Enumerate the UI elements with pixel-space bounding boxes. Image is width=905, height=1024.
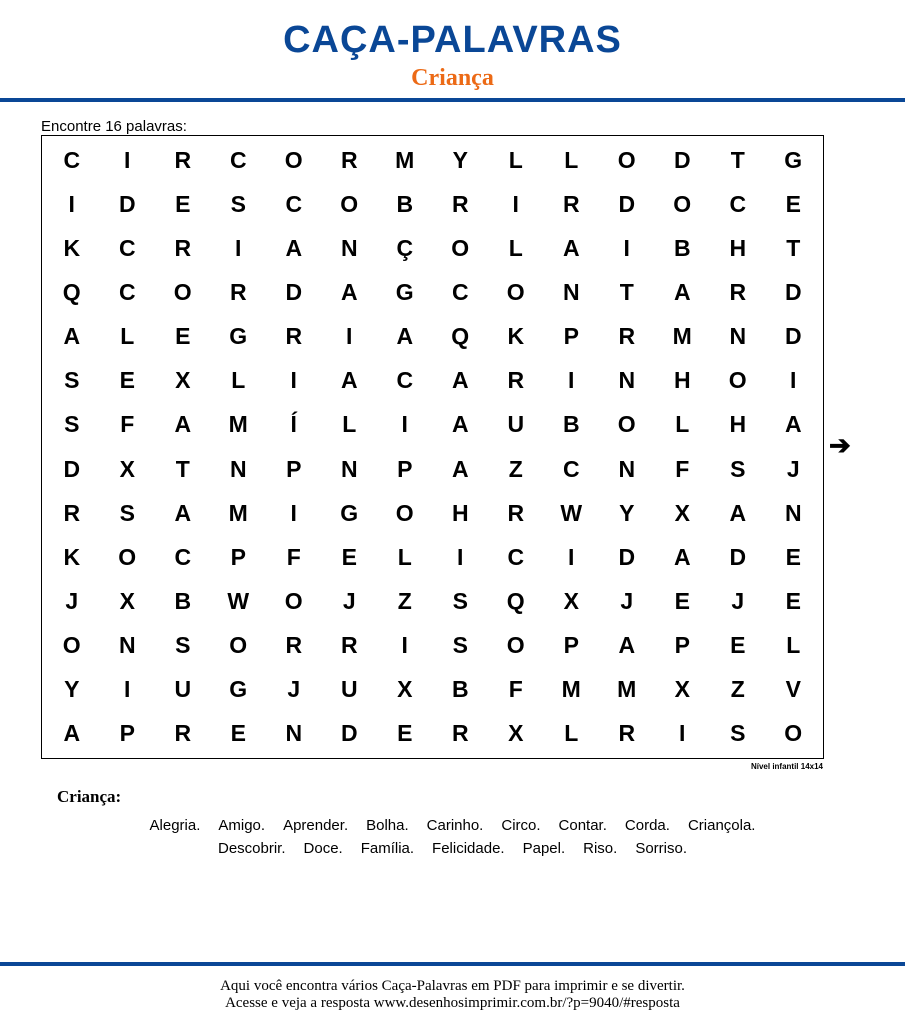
grid-cell[interactable]: P — [119, 720, 135, 747]
word-list-item: Descobrir. — [217, 840, 286, 857]
grid-cell[interactable]: A — [784, 411, 802, 438]
grid-cell[interactable]: J — [786, 455, 800, 482]
word-list-item: Carinho. — [426, 817, 484, 834]
grid-cell[interactable]: R — [507, 499, 525, 526]
word-list-item: Família. — [360, 840, 415, 857]
grid-cell[interactable]: Z — [397, 587, 412, 614]
grid-cell[interactable]: W — [560, 499, 583, 526]
grid-cell[interactable]: J — [287, 676, 301, 703]
grid-cell[interactable]: T — [175, 455, 190, 482]
grid-cell[interactable]: O — [284, 587, 303, 614]
word-list-item: Criançola. — [687, 817, 756, 834]
grid-cell[interactable]: U — [507, 411, 525, 438]
grid-cell[interactable]: S — [119, 499, 135, 526]
grid-cell[interactable]: J — [620, 587, 634, 614]
word-list-item: Riso. — [583, 840, 618, 857]
grid-cell[interactable]: S — [64, 411, 80, 438]
grid-cell[interactable]: R — [63, 499, 81, 526]
grid-cell[interactable]: H — [451, 499, 469, 526]
grid-cell[interactable]: E — [674, 587, 690, 614]
grid-cell[interactable]: X — [674, 676, 690, 703]
grid-cell[interactable]: U — [340, 676, 358, 703]
grid-cell[interactable]: E — [730, 632, 746, 659]
grid-cell[interactable]: F — [120, 411, 135, 438]
grid-cell[interactable]: N — [229, 455, 247, 482]
grid-cell[interactable]: B — [673, 234, 691, 261]
grid-cell[interactable]: I — [790, 367, 797, 394]
grid-cell[interactable]: I — [568, 367, 575, 394]
grid-cell[interactable]: Í — [290, 411, 297, 438]
grid-cell[interactable]: N — [618, 367, 636, 394]
grid-cell[interactable]: S — [452, 587, 468, 614]
grid-cell[interactable]: C — [507, 543, 525, 570]
grid-cell[interactable]: I — [68, 190, 75, 217]
grid-cell[interactable]: O — [173, 278, 192, 305]
grid-cell[interactable]: X — [397, 676, 413, 703]
grid-cell[interactable]: A — [451, 367, 469, 394]
grid-cell[interactable]: A — [340, 278, 358, 305]
word-list-item: Corda. — [624, 817, 670, 834]
grid-cell[interactable]: L — [564, 146, 579, 173]
arrow-right-icon[interactable]: ➔ — [829, 430, 851, 460]
grid-cell[interactable]: T — [730, 146, 745, 173]
grid-cell[interactable]: E — [397, 720, 413, 747]
grid-cell[interactable]: M — [617, 676, 637, 703]
grid-cell[interactable]: R — [285, 632, 303, 659]
grid-cell[interactable]: D — [285, 278, 303, 305]
grid-cell[interactable]: I — [124, 676, 131, 703]
grid-cell[interactable]: E — [175, 190, 191, 217]
grid-cell[interactable]: Z — [730, 676, 745, 703]
grid-cell[interactable]: X — [119, 455, 135, 482]
grid-cell[interactable]: M — [672, 323, 692, 350]
grid-cell[interactable]: M — [395, 146, 415, 173]
grid-cell[interactable]: C — [729, 190, 747, 217]
word-list-item: Papel. — [522, 840, 566, 857]
grid-cell[interactable]: R — [618, 720, 636, 747]
grid-cell[interactable]: F — [675, 455, 690, 482]
grid-cell[interactable]: P — [563, 323, 579, 350]
grid-cell[interactable]: Z — [508, 455, 523, 482]
grid-cell[interactable]: G — [229, 323, 248, 350]
grid-cell[interactable]: C — [451, 278, 469, 305]
grid-cell[interactable]: A — [340, 367, 358, 394]
word-list-item: Doce. — [303, 840, 343, 857]
grid-cell[interactable]: A — [673, 278, 691, 305]
word-list-title: Criança: — [57, 787, 122, 806]
grid-cell[interactable]: O — [728, 367, 747, 394]
grid-cell[interactable]: P — [674, 632, 690, 659]
grid-cell[interactable]: C — [229, 146, 247, 173]
grid-cell[interactable]: M — [228, 499, 248, 526]
grid-cell[interactable]: D — [673, 146, 691, 173]
grid-cell[interactable]: A — [174, 499, 192, 526]
word-list-item: Alegria. — [149, 817, 201, 834]
grid-cell[interactable]: L — [508, 234, 523, 261]
grid-cell[interactable]: S — [64, 367, 80, 394]
grid-cell[interactable]: C — [63, 146, 81, 173]
grid-cell[interactable]: N — [729, 323, 747, 350]
bottom-divider — [0, 962, 905, 966]
instruction-text: Encontre 16 palavras: — [41, 118, 187, 135]
grid-cell[interactable]: X — [508, 720, 524, 747]
grid-cell[interactable]: E — [175, 323, 191, 350]
grid-cell[interactable]: R — [451, 190, 469, 217]
grid-cell[interactable]: R — [174, 146, 192, 173]
top-divider — [0, 98, 905, 102]
grid-cell[interactable]: O — [451, 234, 470, 261]
grid-cell[interactable]: I — [679, 720, 686, 747]
grid-cell[interactable]: X — [563, 587, 579, 614]
grid-cell[interactable]: E — [119, 367, 135, 394]
word-list-item: Circo. — [501, 817, 541, 834]
word-list-row-2 — [10, 840, 895, 858]
grid-cell[interactable]: O — [62, 632, 81, 659]
grid-cell[interactable]: A — [451, 411, 469, 438]
word-list-item: Bolha. — [366, 817, 409, 834]
footer-line-2[interactable]: Acesse e veja a resposta www.desenhosimprimir.com.br/?p=9040/#resposta — [225, 995, 680, 1011]
grid-cell[interactable]: L — [786, 632, 801, 659]
word-list-item: Felicidade. — [432, 840, 505, 857]
grid-cell[interactable]: Y — [452, 146, 468, 173]
grid-cell[interactable]: I — [568, 543, 575, 570]
grid-cell[interactable]: Q — [451, 323, 470, 350]
grid-cell[interactable]: T — [619, 278, 634, 305]
page-subtitle: Criança — [411, 65, 494, 91]
word-list-row-1 — [10, 817, 895, 835]
grid-cell[interactable]: E — [785, 587, 801, 614]
grid-cell[interactable]: I — [401, 411, 408, 438]
grid-cell[interactable]: K — [507, 323, 525, 350]
grid-cell[interactable]: D — [784, 278, 802, 305]
grid-cell[interactable]: L — [231, 367, 246, 394]
grid-cell[interactable]: O — [617, 411, 636, 438]
grid-cell[interactable]: K — [63, 543, 81, 570]
grid-cell[interactable]: H — [729, 411, 747, 438]
grid-cell[interactable]: O — [284, 146, 303, 173]
grid-cell[interactable]: A — [673, 543, 691, 570]
grid-cell[interactable]: R — [174, 234, 192, 261]
grid-cell[interactable]: I — [401, 632, 408, 659]
page-title: CAÇA-PALAVRAS — [283, 19, 622, 61]
grid-cell[interactable]: B — [174, 587, 192, 614]
grid-cell[interactable]: D — [729, 543, 747, 570]
grid-cell[interactable]: O — [506, 632, 525, 659]
grid-cell[interactable]: G — [395, 278, 414, 305]
grid-cell[interactable]: I — [290, 367, 297, 394]
grid-cell[interactable]: C — [396, 367, 414, 394]
grid-cell[interactable]: A — [174, 411, 192, 438]
grid-cell[interactable]: K — [63, 234, 81, 261]
grid-cell[interactable]: N — [285, 720, 303, 747]
grid-cell[interactable]: L — [397, 543, 412, 570]
grid-cell[interactable]: P — [563, 632, 579, 659]
grid-cell[interactable]: D — [63, 455, 81, 482]
grid-cell[interactable]: D — [340, 720, 358, 747]
grid-cell[interactable]: I — [512, 190, 519, 217]
grid-cell[interactable]: C — [118, 234, 136, 261]
grid-cell[interactable]: H — [673, 367, 691, 394]
grid-cell[interactable]: B — [562, 411, 580, 438]
grid-cell[interactable]: Q — [506, 587, 525, 614]
grid-cell[interactable]: R — [285, 323, 303, 350]
grid-cell[interactable]: H — [729, 234, 747, 261]
grid-cell[interactable]: L — [342, 411, 357, 438]
grid-cell[interactable]: O — [229, 632, 248, 659]
grid-cell[interactable]: M — [561, 676, 581, 703]
grid-cell[interactable]: X — [119, 587, 135, 614]
word-list-item: Sorriso. — [635, 840, 688, 857]
grid-cell[interactable]: E — [230, 720, 246, 747]
grid-cell[interactable]: R — [618, 323, 636, 350]
grid-cell[interactable]: Q — [62, 278, 81, 305]
grid-cell[interactable]: I — [290, 499, 297, 526]
footer-line-1: Aqui você encontra vários Caça-Palavras em PDF para imprimir e se divertir. — [220, 978, 685, 994]
grid-cell[interactable]: D — [784, 323, 802, 350]
grid-cell[interactable]: A — [451, 455, 469, 482]
grid-cell[interactable]: S — [230, 190, 246, 217]
grid-cell[interactable]: B — [451, 676, 469, 703]
grid-cell[interactable]: I — [457, 543, 464, 570]
grid-cell[interactable]: A — [562, 234, 580, 261]
grid-cell[interactable]: D — [118, 190, 136, 217]
grid-cell[interactable]: A — [396, 323, 414, 350]
grid-cell[interactable]: A — [63, 720, 81, 747]
grid-cell[interactable]: S — [730, 455, 746, 482]
grid-cell[interactable]: G — [784, 146, 803, 173]
grid-cell[interactable]: S — [730, 720, 746, 747]
word-list-item: Amigo. — [218, 817, 266, 834]
grid-cell[interactable]: R — [174, 720, 192, 747]
grid-cell[interactable]: P — [286, 455, 302, 482]
grid-cell[interactable]: O — [673, 190, 692, 217]
grid-cell[interactable]: F — [286, 543, 301, 570]
level-label: Nível infantil 14x14 — [750, 762, 823, 771]
grid-cell[interactable]: A — [63, 323, 81, 350]
grid-cell[interactable]: E — [341, 543, 357, 570]
grid-cell[interactable]: J — [342, 587, 356, 614]
grid-cell[interactable]: N — [340, 455, 358, 482]
grid-cell[interactable]: I — [346, 323, 353, 350]
letter-grid — [42, 136, 823, 758]
grid-cell[interactable]: S — [175, 632, 191, 659]
grid-cell[interactable]: I — [623, 234, 630, 261]
grid-cell[interactable]: P — [230, 543, 246, 570]
grid-cell[interactable]: O — [617, 146, 636, 173]
grid-cell[interactable]: N — [784, 499, 802, 526]
grid-cell[interactable]: A — [285, 234, 303, 261]
grid-cell[interactable]: Y — [619, 499, 635, 526]
grid-cell[interactable]: P — [397, 455, 413, 482]
grid-cell[interactable]: O — [118, 543, 137, 570]
grid-cell[interactable]: C — [562, 455, 580, 482]
grid-cell[interactable]: Y — [64, 676, 80, 703]
word-search-grid — [41, 135, 824, 759]
grid-cell[interactable]: D — [618, 190, 636, 217]
grid-cell[interactable]: L — [120, 323, 135, 350]
grid-cell[interactable]: U — [174, 676, 192, 703]
grid-cell[interactable]: C — [118, 278, 136, 305]
grid-cell[interactable]: J — [731, 587, 745, 614]
grid-cell[interactable]: R — [562, 190, 580, 217]
grid-cell[interactable]: R — [507, 367, 525, 394]
grid-cell[interactable]: V — [785, 676, 801, 703]
grid-cell[interactable]: N — [618, 455, 636, 482]
grid-cell[interactable]: E — [785, 543, 801, 570]
grid-cell[interactable]: R — [451, 720, 469, 747]
grid-cell[interactable]: A — [618, 632, 636, 659]
grid-cell[interactable]: X — [175, 367, 191, 394]
grid-cell[interactable]: N — [340, 234, 358, 261]
grid-cell[interactable]: G — [229, 676, 248, 703]
grid-cell[interactable]: N — [118, 632, 136, 659]
grid-cell[interactable]: S — [452, 632, 468, 659]
grid-cell[interactable]: J — [65, 587, 79, 614]
grid-cell[interactable]: C — [174, 543, 192, 570]
grid-cell[interactable]: T — [786, 234, 801, 261]
grid-cell[interactable]: L — [564, 720, 579, 747]
grid-cell[interactable]: L — [508, 146, 523, 173]
grid-cell[interactable]: W — [227, 587, 250, 614]
grid-cell[interactable]: R — [729, 278, 747, 305]
grid-cell[interactable]: Ç — [396, 234, 414, 261]
grid-cell[interactable]: I — [235, 234, 242, 261]
grid-cell[interactable]: R — [340, 146, 358, 173]
grid-cell[interactable]: F — [508, 676, 523, 703]
grid-cell[interactable]: X — [674, 499, 690, 526]
grid-cell[interactable]: O — [506, 278, 525, 305]
grid-cell[interactable]: R — [340, 632, 358, 659]
grid-cell[interactable]: O — [340, 190, 359, 217]
grid-cell[interactable]: R — [229, 278, 247, 305]
grid-cell[interactable]: D — [618, 543, 636, 570]
grid-cell[interactable]: I — [124, 146, 131, 173]
grid-cell[interactable]: A — [729, 499, 747, 526]
grid-cell[interactable]: N — [562, 278, 580, 305]
grid-cell[interactable]: L — [675, 411, 690, 438]
grid-cell[interactable]: G — [340, 499, 359, 526]
grid-cell[interactable]: C — [285, 190, 303, 217]
word-list-item: Aprender. — [283, 817, 349, 834]
grid-cell[interactable]: O — [784, 720, 803, 747]
grid-cell[interactable]: O — [395, 499, 414, 526]
grid-cell[interactable]: B — [396, 190, 414, 217]
grid-cell[interactable]: M — [228, 411, 248, 438]
grid-cell[interactable]: E — [785, 190, 801, 217]
word-list-item: Contar. — [558, 817, 607, 834]
